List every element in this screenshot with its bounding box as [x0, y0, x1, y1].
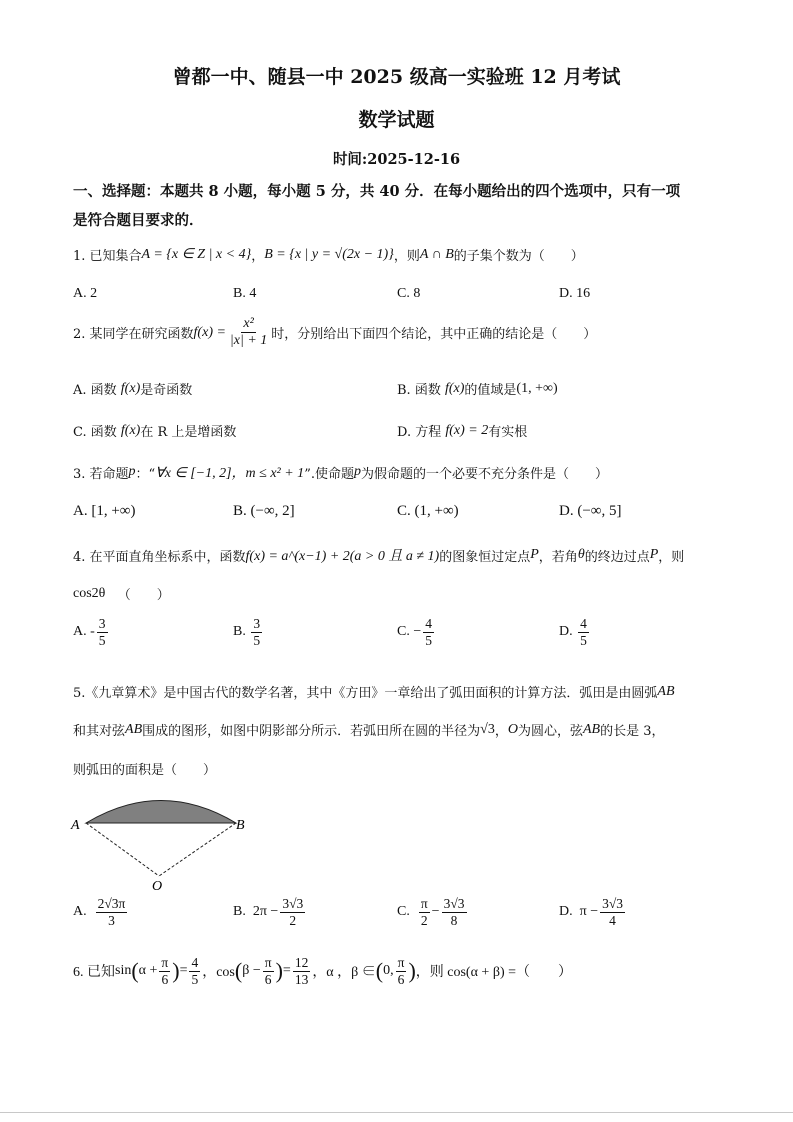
- question-1: [73, 245, 584, 264]
- denominator: 5: [98, 632, 106, 648]
- question-5-line1: [73, 682, 675, 701]
- zero: 0,: [383, 963, 394, 979]
- q3-option-d[interactable]: D. (−∞, 5]: [559, 503, 622, 519]
- answer-blank: （ ）: [117, 588, 170, 603]
- q5-option-c[interactable]: [397, 896, 469, 928]
- option-sign: -: [90, 624, 95, 640]
- question-6: 6. 已知 sin ( α + $\frac{\pi}{6}$ ) = $\frac{4}{5}$ ，cos ( β − $\frac{\pi}{6}$ ) = $\frac{12}{13}$ ，α ，β ∈ ( 0, $\frac{\pi}{6}$ ) ，则 cos(α + β) =（ ）: [73, 955, 573, 987]
- denominator: 6: [397, 971, 405, 987]
- denominator: 6: [161, 971, 169, 987]
- q4-option-d[interactable]: [559, 616, 591, 648]
- radius-ob: [159, 823, 236, 876]
- q5-option-b[interactable]: [233, 896, 307, 928]
- q6-text: 6. 已知: [73, 965, 115, 981]
- q1-mid: ，则: [393, 249, 420, 264]
- chord-ab: AB: [582, 721, 601, 737]
- question-2: [73, 316, 596, 349]
- numerator: 3√3: [602, 896, 624, 911]
- q3-proposition: ∀x ∈ [−1, 2]，m ≤ x² + 1: [155, 466, 305, 481]
- pi-over-6: [396, 955, 407, 987]
- option-math: (1, +∞): [516, 380, 558, 396]
- numerator: x²: [241, 316, 255, 333]
- numerator: 4: [580, 616, 587, 631]
- exam-date: 时间:2025-12-16: [332, 151, 461, 168]
- q5-text: ，: [494, 724, 508, 739]
- equals: =: [179, 963, 188, 979]
- q1-option-b[interactable]: B. 4: [233, 286, 257, 301]
- shaded-arc-field: [86, 801, 236, 824]
- q3-p: p: [128, 464, 136, 479]
- option-label: C.: [397, 624, 410, 640]
- denominator: 5: [191, 971, 199, 987]
- q2-fx: f(x) =: [193, 324, 226, 340]
- point-p: P: [530, 547, 539, 562]
- numerator: 4: [191, 955, 199, 970]
- option-text: 的值域是: [464, 383, 517, 398]
- option-fraction: [251, 616, 262, 648]
- arc-ab: AB: [657, 683, 675, 699]
- question-4: [73, 545, 684, 565]
- section-heading-line1: 一、选择题：本题共 8 小题，每小题 5 分，共 40 分．在每小题给出的四个选项中，只有一项: [73, 183, 681, 200]
- numerator: π: [397, 955, 405, 970]
- option-fraction: [442, 896, 467, 928]
- q2-text: 2. 某同学在研究函数: [73, 327, 194, 343]
- numerator: π: [420, 896, 428, 911]
- q1-text: 1. 已知集合: [73, 249, 142, 264]
- q2-option-a[interactable]: [73, 379, 192, 398]
- set-b: B = {x | y = √(2x − 1)}: [264, 246, 394, 262]
- q4-line2: [73, 584, 170, 603]
- q3-colon: ：“: [135, 466, 156, 482]
- denominator: 8: [450, 912, 458, 928]
- q4-mid: 的图象恒过定点: [439, 549, 531, 565]
- option-math: f(x): [120, 380, 141, 396]
- q3-option-c[interactable]: C. (1, +∞): [397, 503, 459, 519]
- alpha-plus: α +: [138, 963, 158, 979]
- alpha-beta-range: ，α ，β ∈: [312, 965, 376, 981]
- question-3: [73, 462, 608, 482]
- option-label: C. 函数: [73, 425, 117, 440]
- q2-option-d[interactable]: [397, 421, 527, 440]
- option-text: 在 R 上是增函数: [140, 425, 237, 440]
- q5-option-a[interactable]: [73, 896, 129, 928]
- q3-option-b[interactable]: B. (−∞, 2]: [233, 503, 295, 519]
- q4-option-a[interactable]: [73, 616, 110, 648]
- minus: −: [431, 904, 440, 920]
- option-pre: 2π −: [252, 904, 279, 920]
- q2-option-b[interactable]: [397, 379, 558, 398]
- q5-text: 围成的图形，如图中阴影部分所示．若弧田所在圆的半径为: [142, 724, 481, 739]
- q3-post2: 为假命题的一个必要不充分条件是（ ）: [360, 466, 608, 482]
- numerator: 3: [253, 616, 261, 631]
- q4-option-b[interactable]: [233, 616, 264, 648]
- denominator: |x| + 1: [229, 333, 268, 349]
- option-label: B. 函数: [397, 383, 441, 398]
- q5-text: 的长是 3，: [600, 724, 665, 739]
- point-p: P: [649, 547, 659, 562]
- option-fraction: [280, 896, 305, 928]
- q4-mid2: ，若角: [538, 549, 578, 565]
- q1-sep: ，: [251, 249, 265, 264]
- option-math: f(x) = 2: [445, 422, 489, 438]
- q4-function: f(x) = a^(x−1) + 2(a > 0 且 a ≠ 1): [245, 549, 440, 564]
- q6-post: ，则 cos(α + β) =（ ）: [415, 965, 573, 981]
- option-label: B.: [233, 904, 246, 920]
- center-o: O: [507, 721, 518, 737]
- option-label: D.: [559, 904, 573, 920]
- radius-oa: [86, 823, 159, 876]
- option-text: 是奇函数: [140, 383, 193, 398]
- q1-option-d[interactable]: D. 16: [559, 286, 591, 301]
- numerator: π: [264, 955, 272, 970]
- denominator: 3: [108, 912, 115, 928]
- label-b: B: [236, 818, 245, 833]
- fraction-12-13: [293, 955, 311, 987]
- exam-subject: 数学试题: [358, 109, 435, 131]
- option-pre: π −: [579, 904, 599, 920]
- exam-title: 曾都一中、随县一中 2025 级高一实验班 12 月考试: [172, 66, 621, 88]
- q4-option-c[interactable]: [397, 616, 436, 648]
- option-label: C.: [397, 904, 410, 920]
- q5-text: 和其对弦: [73, 724, 126, 739]
- option-fraction: [600, 896, 625, 928]
- denominator: 5: [253, 632, 261, 648]
- numerator: 3√3: [282, 896, 304, 911]
- page-bottom-divider: [0, 1112, 793, 1113]
- section-heading-line2: 是符合题目要求的．: [73, 212, 204, 229]
- numerator: 4: [425, 616, 432, 631]
- q2-post: 时，分别给出下面四个结论，其中正确的结论是（ ）: [271, 327, 597, 343]
- option-label: D.: [559, 624, 573, 640]
- q3-option-a[interactable]: A. [1, +∞): [73, 503, 136, 519]
- sin: sin: [115, 963, 132, 979]
- option-sign: −: [413, 624, 422, 640]
- option-math: f(x): [444, 380, 465, 396]
- q5-text: 5.《九章算术》是中国古代的数学名著，其中《方田》一章给出了弧田面积的计算方法．弧田是由圆弧: [73, 686, 658, 701]
- q1-option-c[interactable]: C. 8: [397, 286, 421, 301]
- option-label: D. 方程: [397, 425, 442, 440]
- label-o: O: [152, 879, 163, 894]
- option-fraction: [97, 616, 108, 648]
- q1-post: 的子集个数为（ ）: [453, 249, 584, 264]
- option-fraction: [423, 616, 434, 648]
- option-label: A.: [73, 624, 87, 640]
- numerator: 3√3: [443, 896, 465, 911]
- denominator: 5: [425, 632, 432, 648]
- question-5-line3: 则弧田的面积是（ ）: [73, 763, 217, 778]
- option-math: f(x): [120, 422, 141, 438]
- question-5-line2: [73, 720, 665, 739]
- theta: θ: [577, 547, 585, 562]
- a-cap-b: A ∩ B: [419, 246, 454, 262]
- option-label: A.: [73, 904, 87, 920]
- option-label: B.: [233, 624, 246, 640]
- denominator: 6: [264, 971, 272, 987]
- cos: ，cos: [202, 965, 235, 981]
- sqrt-3: √3: [480, 721, 495, 737]
- q1-option-a[interactable]: A. 2: [73, 286, 98, 301]
- fraction-4-5: [189, 955, 200, 987]
- cos2theta: cos2θ: [73, 585, 106, 601]
- q5-option-d[interactable]: [559, 896, 627, 928]
- arc-field-figure: [66, 788, 256, 898]
- chord-ab: AB: [125, 721, 143, 737]
- option-text: 有实根: [488, 425, 528, 440]
- option-fraction: [96, 896, 128, 928]
- numerator: 3: [98, 616, 106, 631]
- option-fraction: [419, 896, 430, 928]
- numerator: 12: [294, 955, 309, 970]
- denominator: 2: [289, 912, 297, 928]
- set-a: A = {x ∈ Z | x < 4}: [141, 247, 252, 262]
- q3-p2: p: [353, 464, 361, 479]
- pi-over-6: [263, 955, 274, 987]
- q3-post: ”.使命题: [304, 466, 354, 482]
- equals: =: [282, 963, 291, 979]
- denominator: 4: [609, 912, 616, 928]
- option-label: A. 函数: [73, 383, 117, 398]
- denominator: 2: [420, 912, 428, 928]
- q2-option-c[interactable]: [73, 421, 236, 440]
- q2-fraction: [228, 316, 269, 349]
- q4-post: ，则: [658, 549, 685, 565]
- numerator: π: [161, 955, 169, 970]
- denominator: 5: [580, 632, 587, 648]
- option-fraction: [578, 616, 589, 648]
- q3-text: 3. 若命题: [73, 466, 129, 482]
- q5-text: 为圆心，弦: [517, 724, 583, 739]
- pi-over-6: [159, 955, 170, 987]
- denominator: 13: [294, 971, 309, 987]
- beta-minus: β −: [242, 963, 261, 979]
- q4-mid3: 的终边过点: [584, 549, 650, 565]
- q4-text: 4. 在平面直角坐标系中，函数: [73, 549, 246, 565]
- numerator: 2√3π: [97, 896, 126, 911]
- label-a: A: [71, 818, 80, 833]
